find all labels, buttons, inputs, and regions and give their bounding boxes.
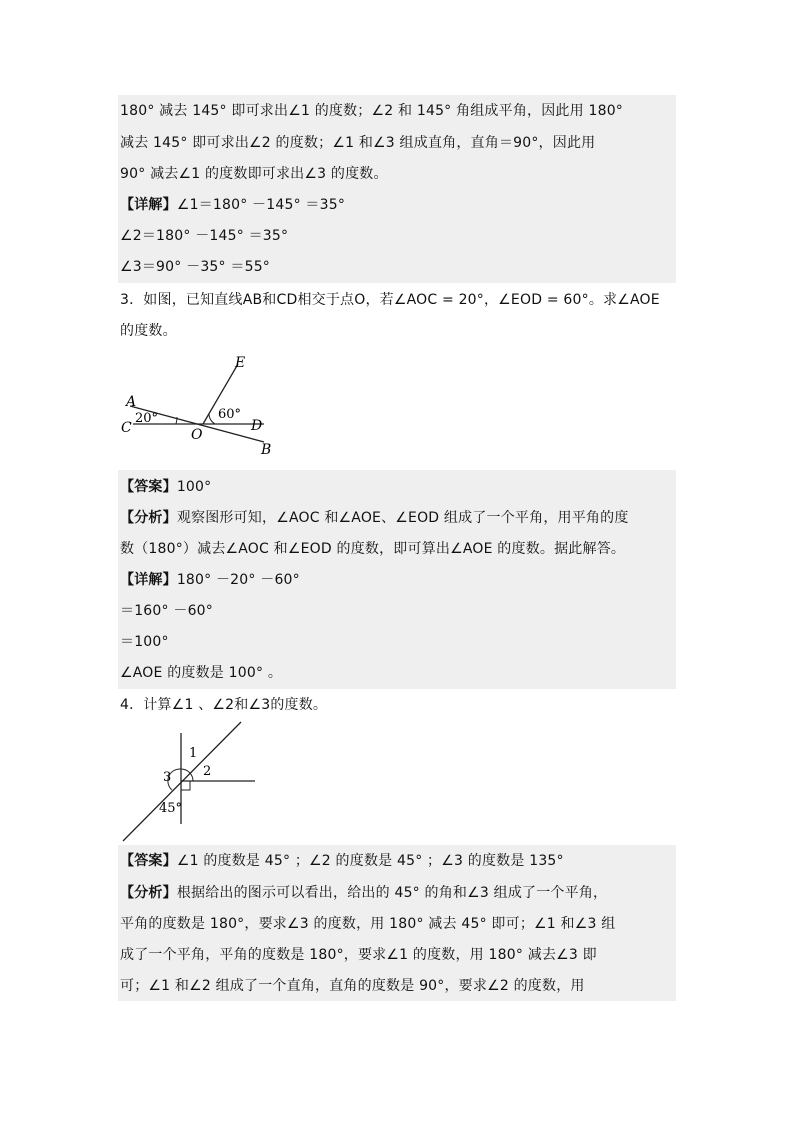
analysis-line bbox=[120, 883, 607, 903]
label-2: 2 bbox=[203, 764, 212, 779]
answer-block-shade-top bbox=[118, 95, 676, 283]
question-3-line: 3．如图，已知直线AB和CD相交于点O，若∠AOC = 20°，∠EOD = 60°。求∠AOE bbox=[120, 292, 660, 308]
analysis-line: 平角的度数是 180°，要求∠3 的度数，用 180° 减去 45° 即可；∠1 和∠3 组 bbox=[120, 916, 616, 932]
label-1: 1 bbox=[189, 746, 198, 761]
label-E: E bbox=[235, 355, 246, 371]
detail-line bbox=[120, 195, 345, 215]
detail-text: 180° －20° －60° bbox=[176, 572, 300, 588]
detail-tag: 【详解】 bbox=[120, 572, 177, 588]
analysis-line: 可；∠1 和∠2 组成了一个直角，直角的度数是 90°，要求∠2 的度数，用 bbox=[120, 978, 585, 994]
answer-line bbox=[120, 851, 564, 871]
answer-text: ∠1 的度数是 45° ；∠2 的度数是 45° ；∠3 的度数是 135° bbox=[176, 853, 564, 869]
answer-line bbox=[120, 477, 211, 497]
detail-line bbox=[120, 570, 300, 590]
analysis-line bbox=[120, 508, 629, 528]
text-line: 180° 减去 145° 即可求出∠1 的度数；∠2 和 145° 角组成平角，因此用 180° bbox=[120, 103, 624, 119]
analysis-text: 根据给出的图示可以看出，给出的 45° 的角和∠3 组成了一个平角， bbox=[176, 885, 608, 901]
detail-line: ∠2＝180° －145° ＝35° bbox=[120, 228, 289, 244]
figure-q4 bbox=[115, 720, 265, 845]
detail-line: ＝100° bbox=[120, 634, 169, 650]
analysis-line: 成了一个平角，平角的度数是 180°，要求∠1 的度数，用 180° 减去∠3 即 bbox=[120, 947, 597, 963]
figure-q3 bbox=[118, 350, 288, 460]
analysis-tag: 【分析】 bbox=[120, 510, 177, 526]
detail-line: ∠3＝90° －35° ＝55° bbox=[120, 259, 271, 275]
analysis-text: 观察图形可知，∠AOC 和∠AOE、∠EOD 组成了一个平角，用平角的度 bbox=[176, 510, 629, 526]
analysis-tag: 【分析】 bbox=[120, 885, 177, 901]
label-angle-45: 45° bbox=[159, 801, 183, 816]
question-3-line: 的度数。 bbox=[120, 323, 177, 339]
answer-tag: 【答案】 bbox=[120, 479, 177, 495]
label-D: D bbox=[251, 418, 263, 434]
question-4-line: 4．计算∠1 、∠2和∠3的度数。 bbox=[120, 697, 328, 713]
detail-line: ＝160° －60° bbox=[120, 603, 213, 619]
label-angle-60: 60° bbox=[218, 407, 242, 422]
label-O: O bbox=[191, 427, 203, 443]
answer-text: 100° bbox=[176, 479, 212, 495]
label-A: A bbox=[126, 394, 137, 410]
label-3: 3 bbox=[163, 770, 172, 785]
detail-text: ∠1＝180° －145° ＝35° bbox=[176, 197, 346, 213]
answer-tag: 【答案】 bbox=[120, 853, 177, 869]
detail-line: ∠AOE 的度数是 100° 。 bbox=[120, 665, 283, 681]
analysis-line: 数（180°）减去∠AOC 和∠EOD 的度数，即可算出∠AOE 的度数。据此解答。 bbox=[120, 541, 626, 557]
label-angle-20: 20° bbox=[135, 411, 159, 426]
label-C: C bbox=[121, 420, 132, 436]
text-line: 减去 145° 即可求出∠2 的度数；∠1 和∠3 组成直角，直角＝90°，因此用 bbox=[120, 135, 596, 151]
text-line: 90° 减去∠1 的度数即可求出∠3 的度数。 bbox=[120, 166, 388, 182]
label-B: B bbox=[261, 442, 272, 458]
detail-tag: 【详解】 bbox=[120, 197, 177, 213]
